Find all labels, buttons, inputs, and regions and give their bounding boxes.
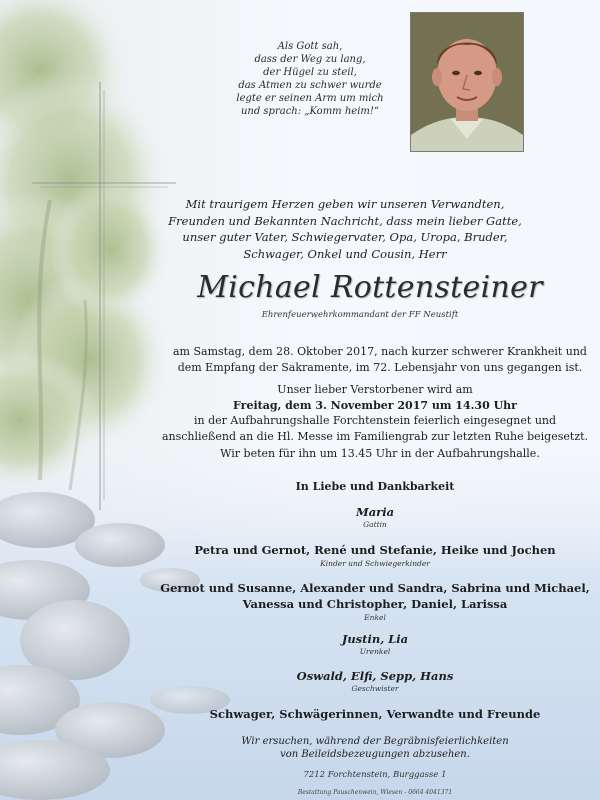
death-notice-line: am Samstag, dem 28. Oktober 2017, nach kurzer schwerer Krankheit und	[173, 345, 587, 358]
funeral-home: Bestattung Pauschenwein, Wiesen - 0664 4041371	[297, 789, 453, 796]
intro-text	[150, 196, 540, 262]
mourner-names: Maria	[355, 505, 395, 519]
intro-line: Schwager, Onkel und Cousin, Herr	[243, 246, 447, 261]
mourner-names: Vanessa und Christopher, Daniel, Larissa	[242, 597, 508, 611]
closing-line: von Beileidsbezeugungen abzusehen.	[280, 749, 470, 760]
mourner-relation: Enkel	[364, 613, 386, 622]
death-notice	[160, 344, 600, 375]
mourner-names: Gernot und Susanne, Alexander und Sandra, Sabrina und Michael,	[160, 581, 590, 595]
poem-line: dass der Weg zu lang,	[254, 54, 366, 65]
deceased-name: Michael Rottensteiner	[197, 270, 543, 305]
prayer-notice	[160, 446, 600, 462]
death-notice-line: dem Empfang der Sakramente, im 72. Lebensjahr von uns gegangen ist.	[177, 360, 583, 374]
mourner-group-siblings	[150, 669, 600, 693]
mourner-relation: Geschwister	[351, 684, 399, 693]
mourners-heading: In Liebe und Dankbarkeit	[295, 480, 455, 493]
service-details	[150, 382, 600, 444]
poem-line: der Hügel zu steil,	[263, 67, 357, 78]
mourner-group-spouse	[150, 505, 600, 529]
mourner-relation: Kinder und Schwiegerkinder	[320, 559, 430, 568]
portrait-photo	[410, 12, 524, 152]
mourners-others: Schwager, Schwägerinnen, Verwandte und Freunde	[209, 707, 541, 721]
intro-line: Mit traurigem Herzen geben wir unseren Verwandten,	[185, 197, 505, 211]
poem-line: legte er seinen Arm um mich	[236, 93, 384, 104]
poem-line: das Atmen zu schwer wurde	[238, 80, 382, 91]
closing-line: Wir ersuchen, während der Begräbnisfeierlichkeiten	[241, 736, 509, 747]
mourner-names: Justin, Lia	[341, 632, 409, 646]
poem	[220, 40, 400, 118]
service-line: in der Aufbahrungshalle Forchtenstein feierlich eingesegnet und	[193, 414, 557, 427]
deceased-title: Ehrenfeuerwehrkommandant der FF Neustift	[261, 310, 459, 320]
prayer-line: Wir beten für ihn um 13.45 Uhr in der Aufbahrungshalle.	[220, 447, 540, 460]
service-line: Unser lieber Verstorbener wird am	[277, 383, 473, 396]
mourner-group-grandchildren	[150, 580, 600, 622]
intro-line: Freunden und Bekannten Nachricht, dass mein lieber Gatte,	[168, 213, 522, 228]
mourner-relation: Urenkel	[359, 647, 391, 656]
closing-request	[150, 735, 600, 761]
mourner-group-children	[150, 542, 600, 568]
poem-line: Als Gott sah,	[277, 41, 343, 52]
intro-line: unser guter Vater, Schwiegervater, Opa, Uropa, Bruder,	[182, 230, 508, 244]
service-line: anschließend an die Hl. Messe im Familiengrab zur letzten Ruhe beigesetzt.	[161, 429, 589, 443]
address: 7212 Forchtenstein, Burggasse 1	[303, 770, 447, 780]
poem-line: und sprach: „Komm heim!“	[240, 106, 380, 117]
mourner-names: Petra und Gernot, René und Stefanie, Heike und Jochen	[194, 543, 556, 557]
mourner-names: Oswald, Elfi, Sepp, Hans	[296, 669, 454, 683]
mourner-group-great-grandchildren	[150, 632, 600, 656]
service-date: Freitag, dem 3. November 2017 um 14.30 Uhr	[233, 398, 517, 412]
mourner-relation: Gattin	[363, 520, 387, 529]
